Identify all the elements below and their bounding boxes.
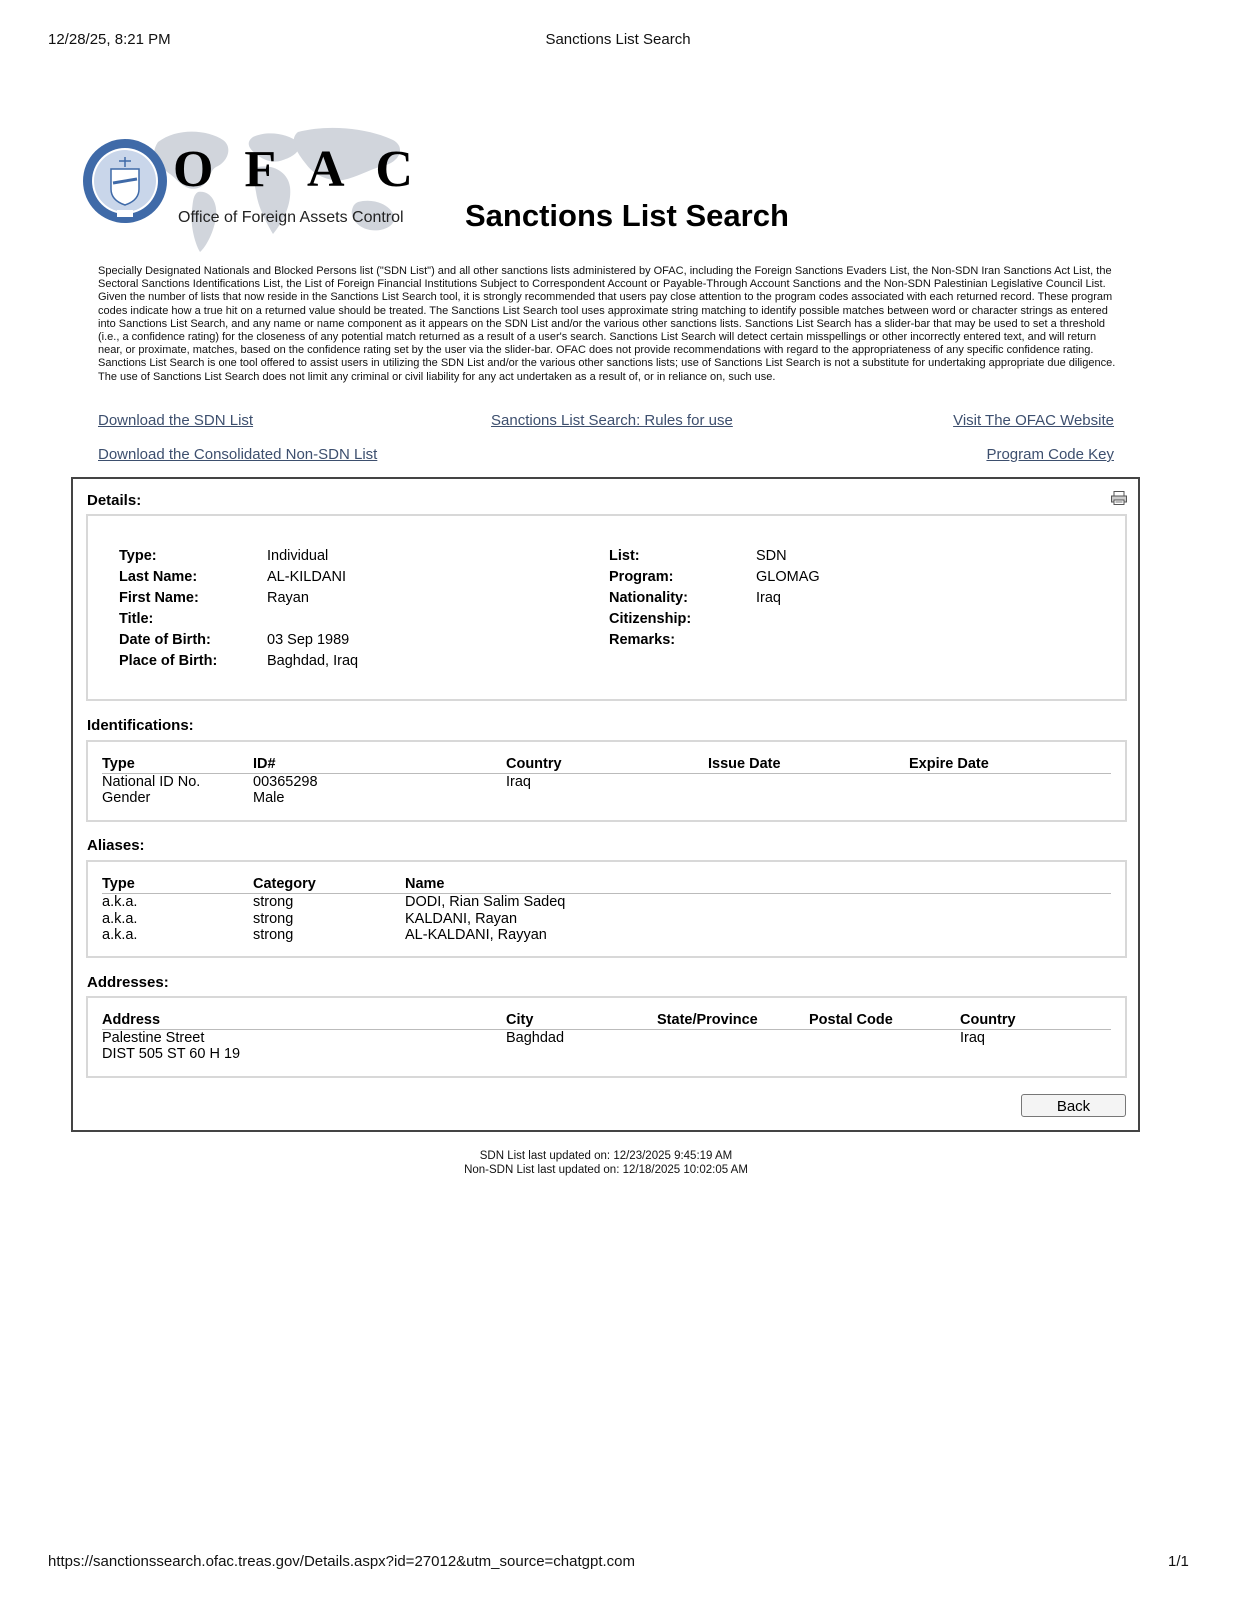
sdn-last-updated: SDN List last updated on: 12/23/2025 9:45:19 AM bbox=[479, 1150, 733, 1162]
table-cell: strong bbox=[253, 927, 294, 943]
dob-value: 03 Sep 1989 bbox=[267, 632, 350, 648]
type-label: Type: bbox=[119, 548, 157, 564]
nonsdn-last-updated: Non-SDN List last updated on: 12/18/2025 10:02:05 AM bbox=[464, 1164, 748, 1176]
identifications-heading: Identifications: bbox=[87, 717, 194, 734]
column-header: Issue Date bbox=[708, 756, 781, 772]
program-label: Program: bbox=[609, 569, 674, 585]
ofac-logo[interactable] bbox=[78, 122, 413, 260]
column-header: Expire Date bbox=[909, 756, 989, 772]
printer-icon[interactable] bbox=[1111, 491, 1127, 505]
column-header: State/Province bbox=[657, 1012, 758, 1028]
aliases-heading: Aliases: bbox=[87, 837, 145, 854]
last-name-label: Last Name: bbox=[119, 569, 198, 585]
pob-label: Place of Birth: bbox=[119, 653, 218, 669]
table-cell: National ID No. bbox=[102, 774, 201, 790]
last-name-value: AL-KILDANI bbox=[267, 569, 346, 585]
disclaimer-text: Specially Designated Nationals and Blocked Persons list ("SDN List") and all other sanctions lists administered by OFAC, including the Foreign Sanctions Evaders List, the Non-SDN Iran Sanctions Act List, the Sectoral Sanctions Identifications List, the List of Foreign Financial Institutions Subject to Correspondent Account or Payable-Through Account Sanctions and the Non-SDN Palestinian Legislative Council List. Given the number of lists that now reside in the Sanctions List Search tool, it is strongly recommended that users pay close attention to the program codes associated with each returned record. These program codes indicate how a true hit on a returned value should be treated. The Sanctions List Search tool uses approximate string matching to identify possible matches between word or character strings as entered into Sanctions List Search, and any name or name component as it appears on the SDN List and/or the various other sanctions lists. Sanctions List Search has a slider-bar that may be used to set a threshold (i.e., a confidence rating) for the closeness of any potential match returned as a result of a user's search. Sanctions List Search will detect certain misspellings or other incorrectly entered text, and will return near, or proximate, matches, based on the confidence rating set by the user via the slider-bar. OFAC does not provide recommendations with regard to the appropriateness of any specific confidence rating. Sanctions List Search is one tool offered to assist users in utilizing the SDN List and/or the various other sanctions lists; use of Sanctions List Search is not a substitute for undertaking appropriate due diligence. The use of Sanctions List Search does not limit any criminal or civil liability for any act undertaken as a result of, or in reliance on, such use. bbox=[98, 265, 1116, 383]
logo-subtitle: Office of Foreign Assets Control bbox=[178, 209, 404, 226]
visit-ofac-website-link[interactable]: Visit The OFAC Website bbox=[953, 412, 1114, 429]
print-datetime: 12/28/25, 8:21 PM bbox=[48, 31, 171, 48]
ofac-letters bbox=[173, 140, 413, 199]
table-cell: Gender bbox=[102, 790, 151, 806]
program-code-key-link[interactable]: Program Code Key bbox=[986, 446, 1114, 463]
column-header: Postal Code bbox=[809, 1012, 893, 1028]
address-line-2: DIST 505 ST 60 H 19 bbox=[102, 1046, 241, 1062]
table-cell: a.k.a. bbox=[102, 894, 138, 910]
identifications-table bbox=[86, 740, 1127, 822]
list-value: SDN bbox=[756, 548, 787, 564]
column-header: Country bbox=[506, 756, 562, 772]
column-header: Name bbox=[405, 876, 445, 892]
treasury-seal-icon bbox=[81, 137, 169, 225]
citizenship-label: Citizenship: bbox=[609, 611, 692, 627]
table-cell: KALDANI, Rayan bbox=[405, 911, 518, 927]
address-line-1: Palestine Street bbox=[102, 1030, 205, 1046]
pob-value: Baghdad, Iraq bbox=[267, 653, 359, 669]
addresses-table bbox=[86, 996, 1127, 1078]
nationality-value: Iraq bbox=[756, 590, 781, 606]
first-name-value: Rayan bbox=[267, 590, 309, 606]
addresses-heading: Addresses: bbox=[87, 974, 169, 991]
rules-for-use-link[interactable]: Sanctions List Search: Rules for use bbox=[491, 412, 733, 429]
address-city: Baghdad bbox=[506, 1030, 565, 1046]
remarks-label: Remarks: bbox=[609, 632, 676, 648]
nationality-label: Nationality: bbox=[609, 590, 688, 606]
table-cell: 00365298 bbox=[253, 774, 318, 790]
logo-letter: C bbox=[375, 141, 413, 198]
table-cell: AL-KALDANI, Rayyan bbox=[405, 927, 547, 943]
column-header: Country bbox=[960, 1012, 1016, 1028]
logo-letter: O bbox=[173, 141, 214, 198]
address-country: Iraq bbox=[960, 1030, 985, 1046]
program-value: GLOMAG bbox=[756, 569, 820, 585]
table-cell: DODI, Rian Salim Sadeq bbox=[405, 894, 566, 910]
table-cell: strong bbox=[253, 894, 294, 910]
table-cell: strong bbox=[253, 911, 294, 927]
page-title: Sanctions List Search bbox=[465, 198, 789, 233]
column-header: City bbox=[506, 1012, 534, 1028]
column-header: Address bbox=[102, 1012, 161, 1028]
dob-label: Date of Birth: bbox=[119, 632, 211, 648]
title-label: Title: bbox=[119, 611, 154, 627]
column-header: Type bbox=[102, 756, 135, 772]
download-sdn-list-link[interactable]: Download the SDN List bbox=[98, 412, 254, 429]
print-url: https://sanctionssearch.ofac.treas.gov/Details.aspx?id=27012&utm_source=chatgpt.com bbox=[48, 1553, 635, 1570]
table-cell: Iraq bbox=[506, 774, 531, 790]
aliases-table bbox=[86, 860, 1127, 958]
column-header: Type bbox=[102, 876, 135, 892]
column-header: Category bbox=[253, 876, 316, 892]
logo-letter: A bbox=[306, 141, 345, 198]
details-box bbox=[86, 514, 1127, 701]
table-cell: a.k.a. bbox=[102, 911, 138, 927]
details-heading: Details: bbox=[87, 492, 142, 509]
logo-letter: F bbox=[244, 141, 277, 198]
download-nonsdn-list-link[interactable]: Download the Consolidated Non-SDN List bbox=[98, 446, 378, 463]
print-title: Sanctions List Search bbox=[545, 31, 691, 48]
type-value: Individual bbox=[267, 548, 329, 564]
table-cell: Male bbox=[253, 790, 285, 806]
column-header: ID# bbox=[253, 756, 276, 772]
list-label: List: bbox=[609, 548, 640, 564]
first-name-label: First Name: bbox=[119, 590, 199, 606]
print-page-number: 1/1 bbox=[1168, 1553, 1189, 1570]
table-cell: a.k.a. bbox=[102, 927, 138, 943]
back-button[interactable]: Back bbox=[1021, 1094, 1126, 1117]
